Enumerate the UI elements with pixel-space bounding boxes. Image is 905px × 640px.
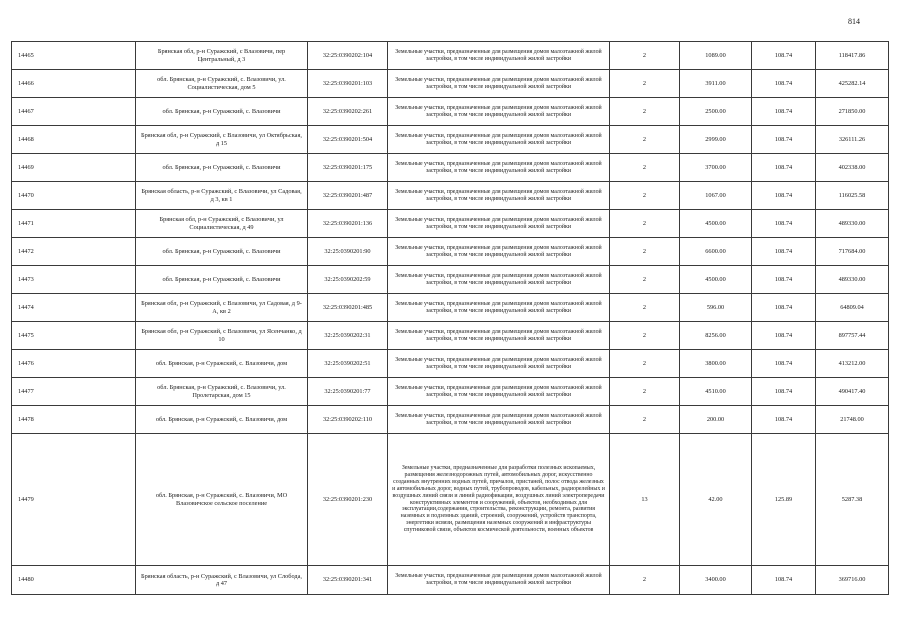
row-value: 118417.86 (816, 42, 889, 70)
table-row (12, 98, 889, 126)
row-rate: 108.74 (752, 322, 816, 350)
row-value: 489330.00 (816, 266, 889, 294)
row-cadastral-number: 32:25:0390202:110 (308, 406, 388, 434)
table-row (12, 126, 889, 154)
row-value: 64809.04 (816, 294, 889, 322)
table-row (12, 210, 889, 238)
row-value: 490417.40 (816, 378, 889, 406)
row-group: 2 (610, 566, 680, 595)
row-cadastral-number: 32:25:0390202:104 (308, 42, 388, 70)
row-group: 2 (610, 154, 680, 182)
row-value: 271850.00 (816, 98, 889, 126)
row-address: Брянская обл, р-н Суражский, с Влазовичи, пер Центральный, д 3 (136, 42, 308, 70)
row-area: 4500.00 (680, 266, 752, 294)
table-row (12, 182, 889, 210)
row-value: 369716.00 (816, 566, 889, 595)
row-cadastral-number: 32:25:0390201:341 (308, 566, 388, 595)
row-number: 14479 (12, 434, 136, 566)
row-rate: 108.74 (752, 42, 816, 70)
row-value: 326111.26 (816, 126, 889, 154)
row-area: 6600.00 (680, 238, 752, 266)
row-area: 8256.00 (680, 322, 752, 350)
row-group: 2 (610, 70, 680, 98)
row-rate: 108.74 (752, 406, 816, 434)
row-number: 14465 (12, 42, 136, 70)
table-row (12, 154, 889, 182)
row-cadastral-number: 32:25:0390201:487 (308, 182, 388, 210)
row-area: 1067.00 (680, 182, 752, 210)
row-number: 14469 (12, 154, 136, 182)
row-group: 2 (610, 350, 680, 378)
row-group: 2 (610, 98, 680, 126)
row-rate: 108.74 (752, 266, 816, 294)
row-number: 14472 (12, 238, 136, 266)
row-value: 489330.00 (816, 210, 889, 238)
row-cadastral-number: 32:25:0390201:90 (308, 238, 388, 266)
row-address: Брянская обл, р-н Суражский, с Влазовичи, ул Садовая, д 9-А, кв 2 (136, 294, 308, 322)
row-number: 14473 (12, 266, 136, 294)
row-rate: 108.74 (752, 98, 816, 126)
row-address: обл. Брянская, р-н Суражский, с. Влазовичи, МО Влазовичское сельское поселение (136, 434, 308, 566)
row-cadastral-number: 32:25:0390201:77 (308, 378, 388, 406)
row-number: 14480 (12, 566, 136, 595)
row-cadastral-number: 32:25:0390201:504 (308, 126, 388, 154)
row-number: 14467 (12, 98, 136, 126)
row-purpose: Земельные участки, предназначенные для размещения домов малоэтажной жилой застройки, в том числе индивидуальной жилой застройки (388, 566, 610, 595)
row-cadastral-number: 32:25:0390201:175 (308, 154, 388, 182)
row-purpose: Земельные участки, предназначенные для размещения домов малоэтажной жилой застройки, в том числе индивидуальной жилой застройки (388, 322, 610, 350)
cadastral-value-table (11, 41, 889, 595)
row-area: 3911.00 (680, 70, 752, 98)
row-address: обл. Брянская, р-н Суражский, с. Влазовичи (136, 98, 308, 126)
row-area: 4510.00 (680, 378, 752, 406)
row-group: 2 (610, 294, 680, 322)
row-purpose: Земельные участки, предназначенные для размещения домов малоэтажной жилой застройки, в том числе индивидуальной жилой застройки (388, 154, 610, 182)
table-row (12, 42, 889, 70)
row-group: 2 (610, 266, 680, 294)
row-area: 1089.00 (680, 42, 752, 70)
table-row (12, 70, 889, 98)
row-rate: 108.74 (752, 70, 816, 98)
row-cadastral-number: 32:25:0390202:261 (308, 98, 388, 126)
row-purpose: Земельные участки, предназначенные для размещения домов малоэтажной жилой застройки, в том числе индивидуальной жилой застройки (388, 210, 610, 238)
row-purpose: Земельные участки, предназначенные для размещения домов малоэтажной жилой застройки, в том числе индивидуальной жилой застройки (388, 294, 610, 322)
row-purpose: Земельные участки, предназначенные для размещения домов малоэтажной жилой застройки, в том числе индивидуальной жилой застройки (388, 70, 610, 98)
row-rate: 108.74 (752, 182, 816, 210)
row-number: 14470 (12, 182, 136, 210)
row-group: 2 (610, 406, 680, 434)
row-rate: 125.89 (752, 434, 816, 566)
row-group: 2 (610, 378, 680, 406)
row-number: 14471 (12, 210, 136, 238)
row-value: 5287.38 (816, 434, 889, 566)
page-number: 814 (848, 17, 860, 26)
row-address: обл. Брянская, р-н Суражский, с. Влазовичи, ул. Пролетарская, дом 15 (136, 378, 308, 406)
row-group: 2 (610, 126, 680, 154)
row-area: 2500.00 (680, 98, 752, 126)
table-row (12, 434, 889, 566)
row-purpose: Земельные участки, предназначенные для размещения домов малоэтажной жилой застройки, в том числе индивидуальной жилой застройки (388, 378, 610, 406)
row-purpose: Земельные участки, предназначенные для размещения домов малоэтажной жилой застройки, в том числе индивидуальной жилой застройки (388, 406, 610, 434)
row-value: 425282.14 (816, 70, 889, 98)
row-group: 2 (610, 42, 680, 70)
row-address: обл. Брянская, р-н Суражский, с. Влазовичи (136, 266, 308, 294)
table-row (12, 350, 889, 378)
row-cadastral-number: 32:25:0390201:136 (308, 210, 388, 238)
row-group: 2 (610, 322, 680, 350)
table-row (12, 322, 889, 350)
row-address: Брянская обл, р-н Суражский, с Влазовичи, ул Октябрьская, д 15 (136, 126, 308, 154)
row-purpose: Земельные участки, предназначенные для размещения домов малоэтажной жилой застройки, в том числе индивидуальной жилой застройки (388, 98, 610, 126)
table-row (12, 566, 889, 595)
table-row (12, 238, 889, 266)
row-value: 717684.00 (816, 238, 889, 266)
row-address: обл. Брянская, р-н Суражский, с. Влазовичи, ул. Социалистическая, дом 5 (136, 70, 308, 98)
row-group: 2 (610, 238, 680, 266)
row-purpose: Земельные участки, предназначенные для размещения домов малоэтажной жилой застройки, в том числе индивидуальной жилой застройки (388, 266, 610, 294)
row-cadastral-number: 32:25:0390202:51 (308, 350, 388, 378)
row-area: 4500.00 (680, 210, 752, 238)
row-number: 14476 (12, 350, 136, 378)
row-rate: 108.74 (752, 350, 816, 378)
row-value: 413212.00 (816, 350, 889, 378)
table-row (12, 266, 889, 294)
row-address: Брянская обл, р-н Суражский, с Влазовичи, ул Социалистическая, д 49 (136, 210, 308, 238)
row-address: Брянская обл, р-н Суражский, с Влазовичи, ул Ясенчанко, д 10 (136, 322, 308, 350)
row-group: 2 (610, 210, 680, 238)
row-address: обл. Брянская, р-н Суражский, с. Влазовичи (136, 154, 308, 182)
row-purpose: Земельные участки, предназначенные для размещения домов малоэтажной жилой застройки, в том числе индивидуальной жилой застройки (388, 350, 610, 378)
row-cadastral-number: 32:25:0390201:230 (308, 434, 388, 566)
row-value: 897757.44 (816, 322, 889, 350)
row-number: 14477 (12, 378, 136, 406)
table-row (12, 406, 889, 434)
row-rate: 108.74 (752, 210, 816, 238)
row-area: 200.00 (680, 406, 752, 434)
table-row (12, 378, 889, 406)
row-purpose: Земельные участки, предназначенные для размещения домов малоэтажной жилой застройки, в том числе индивидуальной жилой застройки (388, 42, 610, 70)
row-number: 14474 (12, 294, 136, 322)
row-address: обл. Брянская, р-н Суражский, с. Влазовичи, дом (136, 350, 308, 378)
row-purpose: Земельные участки, предназначенные для разработки полезных ископаемых, размещения железнодорожных путей, автомобильных дорог, искусственно созданных внутренних водных путей, причалов, пристаней, полос отвода железных и автомобильных дорог, водных путей, трубопроводов, кабельных, радиорелейных и воздушных линий связи и линий радиофикации, воздушных линий электропередачи конструктивных элементов и сооружений, объектов, необходимых для эксплуатации,содержания, строительства, реконструкции, ремонта, развития наземных и подземных зданий, строений, сооружений, устройств транспорта, энергетики исвязи, размещения наземных сооружений и инфраструктуры спутниковой связи, объектов космической деятельности, военных объектов (388, 434, 610, 566)
row-cadastral-number: 32:25:0390202:59 (308, 266, 388, 294)
row-number: 14466 (12, 70, 136, 98)
table-row (12, 294, 889, 322)
row-rate: 108.74 (752, 378, 816, 406)
row-number: 14478 (12, 406, 136, 434)
row-area: 3700.00 (680, 154, 752, 182)
row-area: 42.00 (680, 434, 752, 566)
row-group: 2 (610, 182, 680, 210)
row-number: 14475 (12, 322, 136, 350)
row-value: 21748.00 (816, 406, 889, 434)
row-cadastral-number: 32:25:0390201:103 (308, 70, 388, 98)
row-purpose: Земельные участки, предназначенные для размещения домов малоэтажной жилой застройки, в том числе индивидуальной жилой застройки (388, 126, 610, 154)
row-value: 402338.00 (816, 154, 889, 182)
row-rate: 108.74 (752, 566, 816, 595)
row-cadastral-number: 32:25:0390201:485 (308, 294, 388, 322)
row-area: 2999.00 (680, 126, 752, 154)
row-purpose: Земельные участки, предназначенные для размещения домов малоэтажной жилой застройки, в том числе индивидуальной жилой застройки (388, 182, 610, 210)
row-address: Брянская область, р-н Суражский, с Влазовичи, ул Слобода, д 47 (136, 566, 308, 595)
row-cadastral-number: 32:25:0390202:31 (308, 322, 388, 350)
row-value: 116025.58 (816, 182, 889, 210)
row-group: 13 (610, 434, 680, 566)
row-address: обл. Брянская, р-н Суражский, с. Влазовичи, дом (136, 406, 308, 434)
row-area: 596.00 (680, 294, 752, 322)
row-purpose: Земельные участки, предназначенные для размещения домов малоэтажной жилой застройки, в том числе индивидуальной жилой застройки (388, 238, 610, 266)
row-area: 3400.00 (680, 566, 752, 595)
row-rate: 108.74 (752, 238, 816, 266)
row-number: 14468 (12, 126, 136, 154)
row-address: Брянская область, р-н Суражский, с Влазовичи, ул Садовая, д 3, кв 1 (136, 182, 308, 210)
row-rate: 108.74 (752, 126, 816, 154)
table-body (12, 42, 889, 595)
row-rate: 108.74 (752, 154, 816, 182)
row-rate: 108.74 (752, 294, 816, 322)
row-area: 3800.00 (680, 350, 752, 378)
row-address: обл. Брянская, р-н Суражский, с. Влазовичи (136, 238, 308, 266)
